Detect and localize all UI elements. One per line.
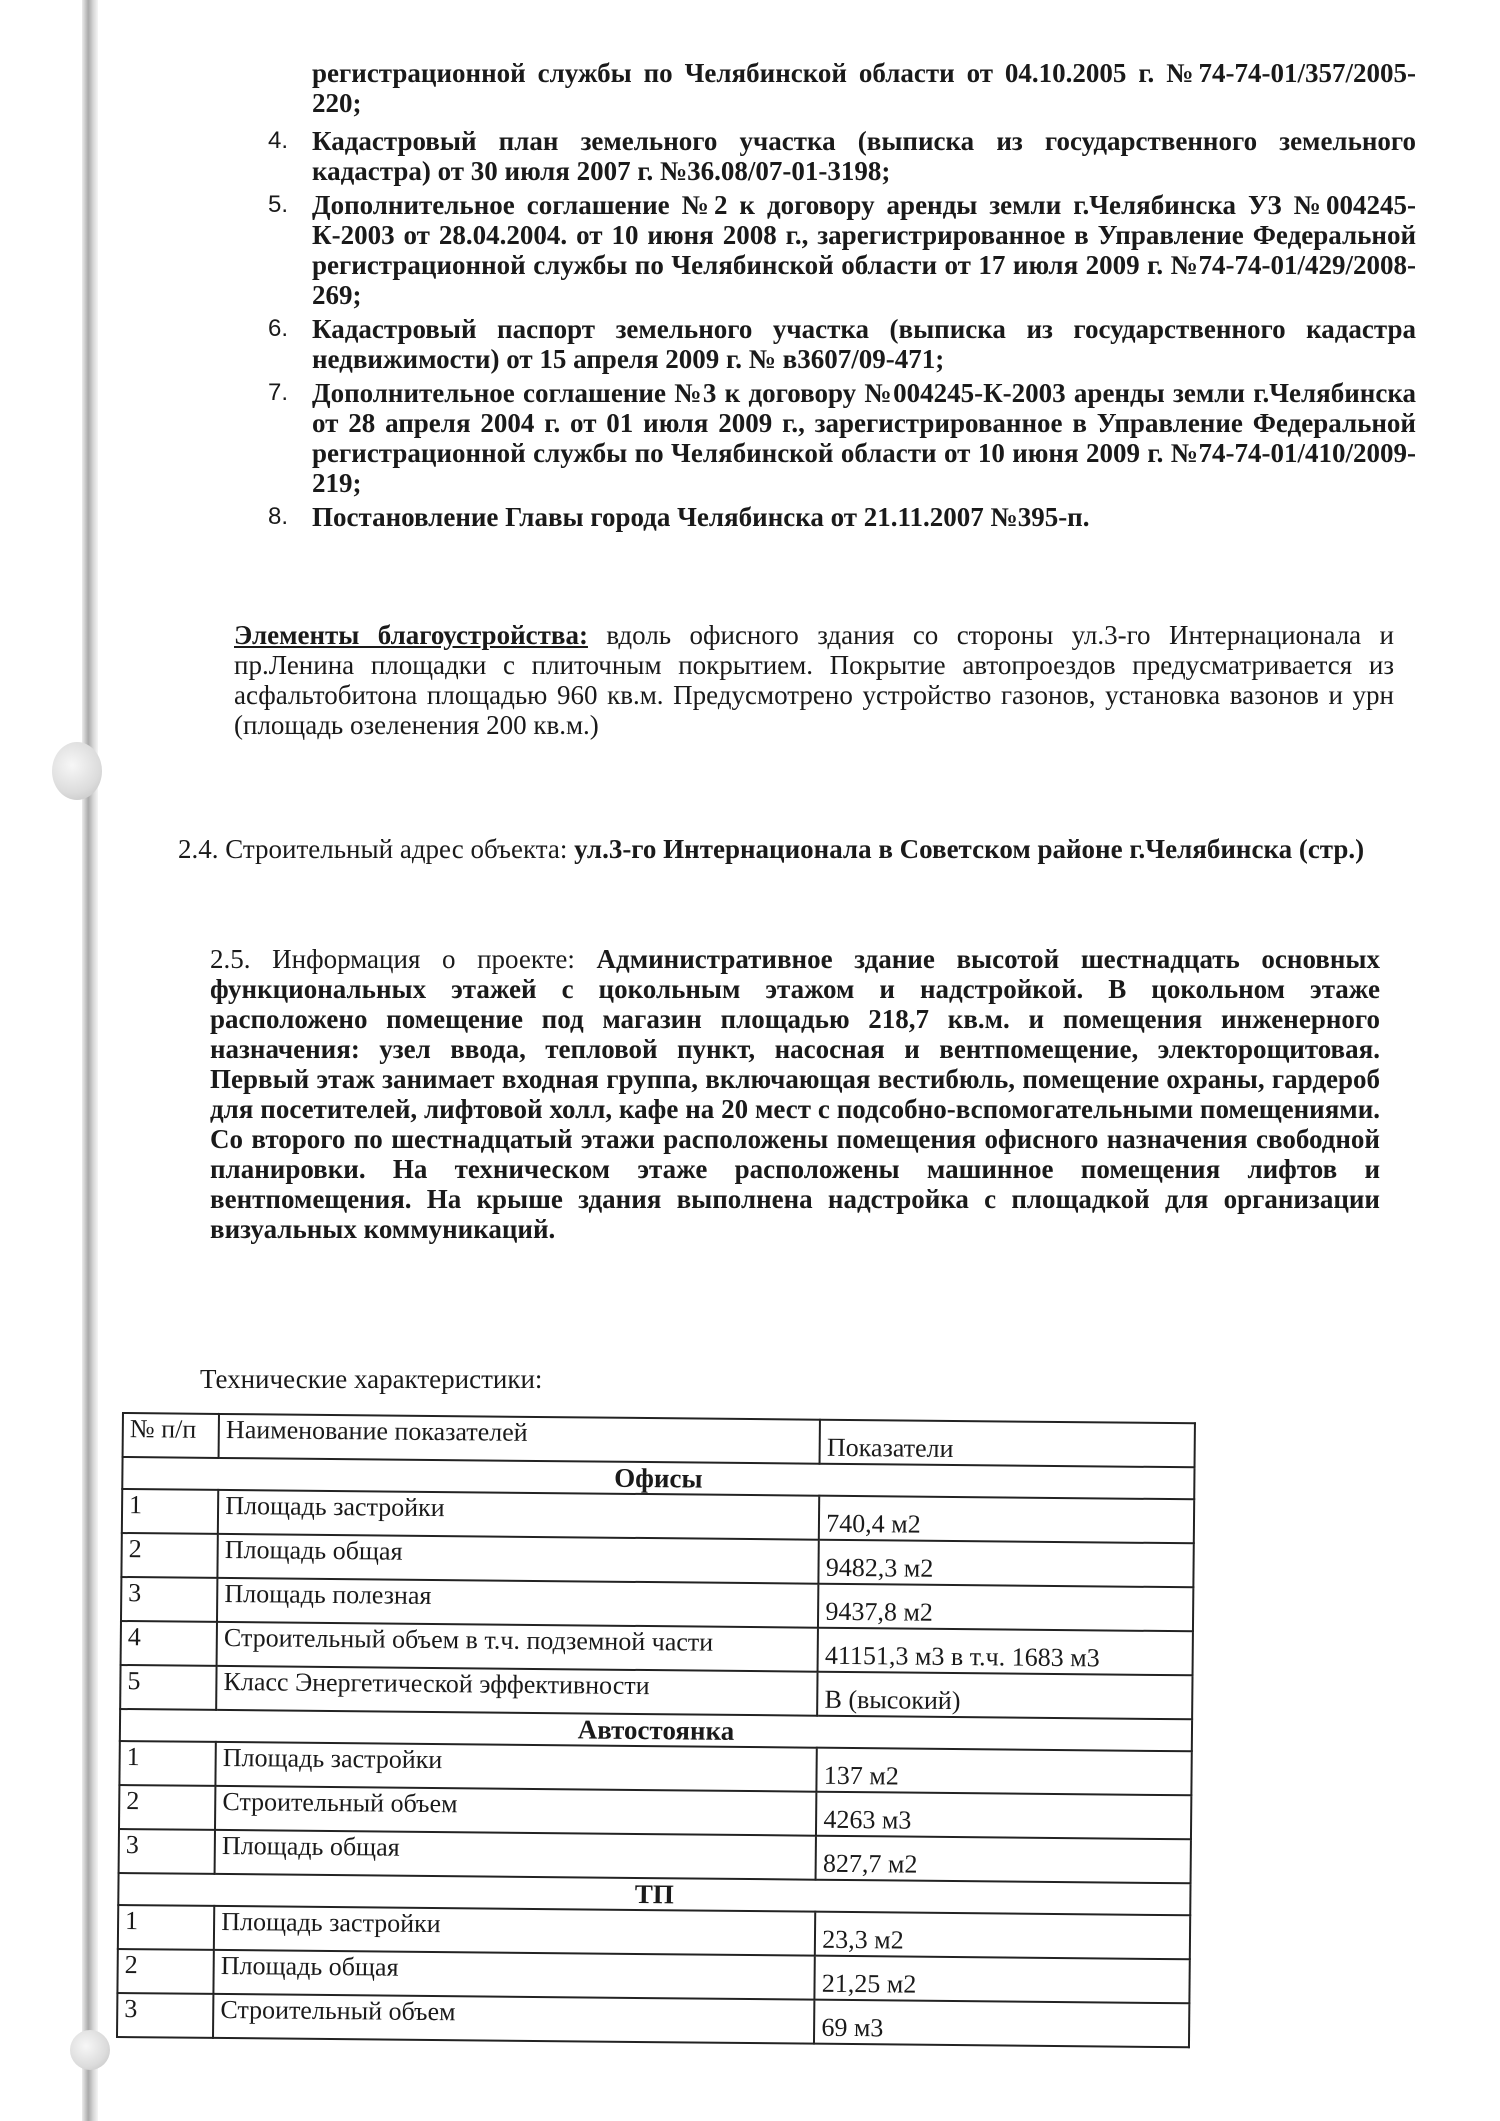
landscaping-paragraph [234,620,1394,740]
list-item [268,378,1416,498]
table-group-title: Автостоянка [120,1709,1192,1751]
table-cell-number: 1 [118,1905,215,1950]
table-cell-name: Строительный объем [215,1786,817,1836]
table-cell-number: 1 [122,1489,219,1534]
table-cell-value: 9437,8 м2 [818,1584,1193,1632]
table-cell-value: 137 м2 [817,1748,1192,1796]
list-item [268,190,1416,310]
table-header-cell: № п/п [123,1413,220,1458]
table-group-title: Офисы [122,1457,1194,1499]
list-item-continuation [312,58,1416,118]
table-cell-number: 2 [121,1533,218,1578]
table-group-title: ТП [118,1873,1190,1915]
table-cell-number: 4 [121,1621,218,1666]
list-item-number: 6. [268,315,289,342]
list-item [268,502,1416,532]
list-item-text: Дополнительное соглашение №2 к договору аренды земли г.Челябинска УЗ №004245-К-2003 от 28.04.2004. от 10 июня 2008 г., зарегистрированное в Управление Федеральной регистрационной службы по Челябинской области от 17 июля 2009 г. №74-74-01/429/2008-269; [312,190,1416,310]
table-cell-value: 4263 м3 [816,1792,1191,1840]
list-item-number: 8. [268,503,289,530]
table-cell-name: Строительный объем в т.ч. подземной части [217,1622,819,1672]
list-item [268,314,1416,374]
list-item-text: Кадастровый план земельного участка (выписка из государственного земельного кадастра) от 30 июля 2007 г. №36.08/07-01-3198; [312,126,1416,186]
address-value: ул.3-го Интернационала в Советском районе г.Челябинска (стр.) [574,834,1365,864]
table-cell-value: 740,4 м2 [819,1496,1194,1544]
table-cell-name: Площадь общая [218,1534,820,1584]
table-cell-number: 2 [119,1785,216,1830]
table-cell-number: 5 [120,1665,217,1710]
list-item [268,126,1416,186]
list-item-number: 7. [268,379,289,406]
table-cell-value: 23,3 м2 [815,1912,1190,1960]
list-item-text: регистрационной службы по Челябинской области от 04.10.2005 г. №74-74-01/357/2005-220; [312,58,1416,118]
list-item-text: Дополнительное соглашение №3 к договору №004245-К-2003 аренды земли г.Челябинска от 28 апреля 2004 г. от 01 июля 2009 г., зарегистрированное в Управление Федеральной регистрационной службы по Челябинской области от 10 июня 2009 г. №74-74-01/410/2009-219; [312,378,1416,498]
table-cell-name: Площадь застройки [218,1490,820,1540]
list-item-text: Кадастровый паспорт земельного участка (выписка из государственного кадастра недвижимости) от 15 апреля 2009 г. № в3607/09-471; [312,314,1416,374]
table-cell-value: В (высокий) [817,1672,1192,1720]
table-cell-number: 3 [121,1577,218,1622]
project-info-text: Административное здание высотой шестнадцать основных функциональных этажей с цокольным этажом и надстройкой. В цокольном этаже расположено помещение под магазин площадью 218,7 кв.м. и помещения инженерного назначения: узел ввода, тепловой пункт, насосная и вентпомещение, электорощитовая. Первый этаж занимает входная группа, включающая вестибюль, помещение охраны, гардероб для посетителей, лифтовой холл, кафе на 20 мест с подсобно-вспомогательными помещениями. Со второго по шестнадцатый этажи расположены помещения офисного назначения свободной планировки. На техническом этаже расположены машинное помещения лифтов и вентпомещения. На крыше здания выполнена надстройка с площадкой для организации визуальных коммуникаций. [210,944,1381,1244]
table-cell-value: 41151,3 м3 в т.ч. 1683 м3 [818,1628,1193,1676]
table-cell-value: 827,7 м2 [816,1836,1191,1884]
landscaping-text: вдоль офисного здания со стороны ул.3-го Интернационала и пр.Ленина площадки с плиточным покрытием. Покрытие автопроездов предусматривается из асфальтобитона площадью 960 кв.м. Предусмотрено устройство газонов, установка вазонов и урн (площадь озеленения 200 кв.м.) [234,620,1395,740]
landscaping-label: Элементы благоустройства: [234,620,588,650]
table-cell-name: Площадь общая [215,1830,817,1880]
table-cell-value: 21,25 м2 [815,1956,1190,2004]
address-label: 2.4. Строительный адрес объекта: [178,834,568,864]
list-item-number: 4. [268,127,289,154]
table-cell-number: 3 [117,1993,214,2038]
table-header-cell: Наименование показателей [219,1414,821,1464]
list-item-number: 5. [268,191,289,218]
table-cell-name: Класс Энергетической эффективности [216,1666,818,1716]
project-info-paragraph [210,944,1380,1244]
table-row [117,1993,1189,2047]
table-header-cell: Показатели [820,1420,1195,1468]
tech-heading: Технические характеристики: [200,1364,543,1394]
document-list [268,58,1416,536]
table-cell-number: 3 [119,1829,216,1874]
table-cell-number: 1 [119,1741,216,1786]
table-cell-name: Площадь застройки [216,1742,818,1792]
list-item-text: Постановление Главы города Челябинска от 21.11.2007 №395-п. [312,502,1090,532]
table-cell-name: Площадь застройки [214,1906,816,1956]
table-cell-value: 9482,3 м2 [819,1540,1194,1588]
address-paragraph [178,834,1388,864]
table-cell-name: Площадь общая [214,1950,816,2000]
table-cell-number: 2 [117,1949,214,1994]
table-cell-name: Площадь полезная [217,1578,819,1628]
table-cell-name: Строительный объем [213,1994,815,2044]
specs-table [116,1412,1196,2048]
project-info-label: 2.5. Информация о проекте: [210,944,575,974]
table-cell-value: 69 м3 [814,2000,1189,2048]
